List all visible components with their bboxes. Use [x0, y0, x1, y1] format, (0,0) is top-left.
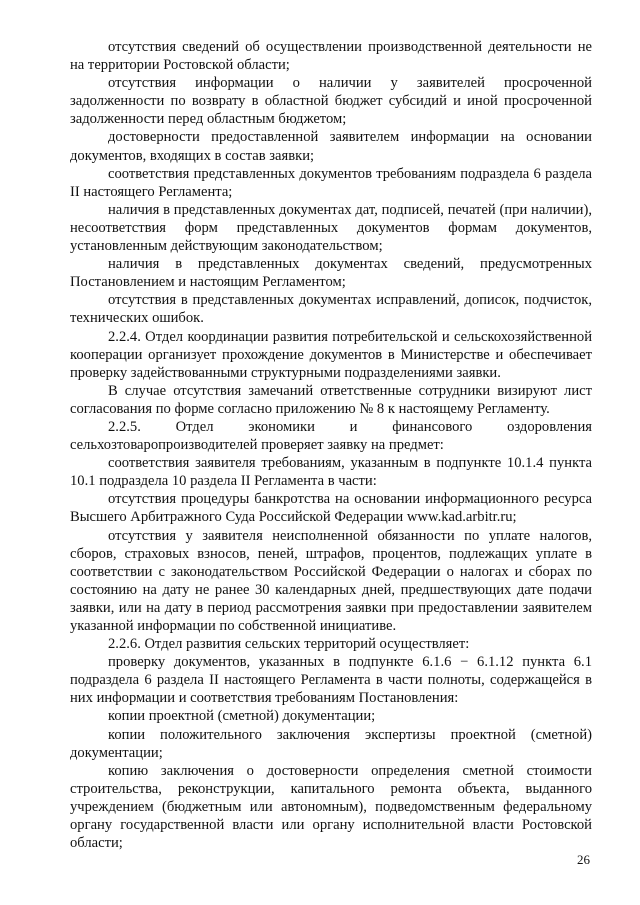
paragraph-13: отсутствия у заявителя неисполненной обязанности по уплате налогов, сборов, страховых взносов, пеней, штрафов, процентов, подлежащих уплате в соответствии с законодательством Российской Федерации о налогах и сборах по состоянию на дату не ранее 30 календарных дней, предшествующих дате подачи заявки, или на дату в период рассмотрения заявки при предоставлении заявителем указанной информации по собственной инициативе.: [70, 527, 592, 634]
page-number: 26: [577, 852, 590, 867]
paragraph-7: отсутствия в представленных документах исправлений, дописок, подчисток, технических ошибок.: [70, 292, 592, 327]
paragraph-4: соответствия представленных документов требованиям подраздела 6 раздела II настоящего Регламента;: [70, 165, 592, 200]
paragraph-2: отсутствия информации о наличии у заявителей просроченной задолженности по возврату в областной бюджет субсидий и иной просроченной задолженности перед областным бюджетом;: [70, 75, 592, 128]
paragraph-9: В случае отсутствия замечаний ответственные сотрудники визируют лист согласования по форме согласно приложению № 8 к настоящему Регламенту.: [70, 382, 592, 417]
paragraph-12: отсутствия процедуры банкротства на основании информационного ресурса Высшего Арбитражного Суда Российской Федерации www.kad.arbitr.ru;: [70, 491, 592, 526]
paragraph-15: проверку документов, указанных в подпункте 6.1.6 − 6.1.12 пункта 6.1 подраздела 6 раздела II настоящего Регламента в части полноты, содержащейся в них информации и соответствия требованиям Постановления:: [70, 654, 592, 707]
paragraph-5: наличия в представленных документах дат, подписей, печатей (при наличии), несоответствия форм представленных документов формам документов, установленным действующим законодательством;: [70, 201, 592, 255]
section-2-2-5: 2.2.5. Отдел экономики и финансового оздоровления сельхозтоваропроизводителей проверяет заявку на предмет:: [70, 418, 592, 454]
section-2-2-6: 2.2.6. Отдел развития сельских территорий осуществляет:: [108, 636, 470, 653]
paragraph-16: копии проектной (сметной) документации;: [108, 708, 376, 725]
paragraph-3: достоверности предоставленной заявителем информации на основании документов, входящих в состав заявки;: [70, 129, 592, 164]
document-page: [70, 38, 592, 852]
section-2-2-4: 2.2.4. Отдел координации развития потребительской и сельскохозяйственной кооперации организует прохождение документов в Министерстве и обеспечивает проверку задействованными структурными подразделениями заявки.: [70, 328, 592, 381]
paragraph-17: копии положительного заключения экспертизы проектной (сметной) документации;: [70, 726, 592, 761]
paragraph-1: отсутствия сведений об осуществлении производственной деятельности не на территории Ростовской области;: [70, 39, 592, 74]
paragraph-6: наличия в представленных документах сведений, предусмотренных Постановлением и настоящим Регламентом;: [70, 256, 592, 291]
paragraph-11: соответствия заявителя требованиям, указанным в подпункте 10.1.4 пункта 10.1 подраздела 10 раздела II Регламента в части:: [70, 455, 592, 490]
paragraph-18: копию заключения о достоверности определения сметной стоимости строительства, реконструкции, капитального ремонта объекта, выданного учреждением (бюджетным или автономным), подведомственным федеральному органу государственной власти или органу исполнительной власти Ростовской области;: [70, 762, 592, 852]
